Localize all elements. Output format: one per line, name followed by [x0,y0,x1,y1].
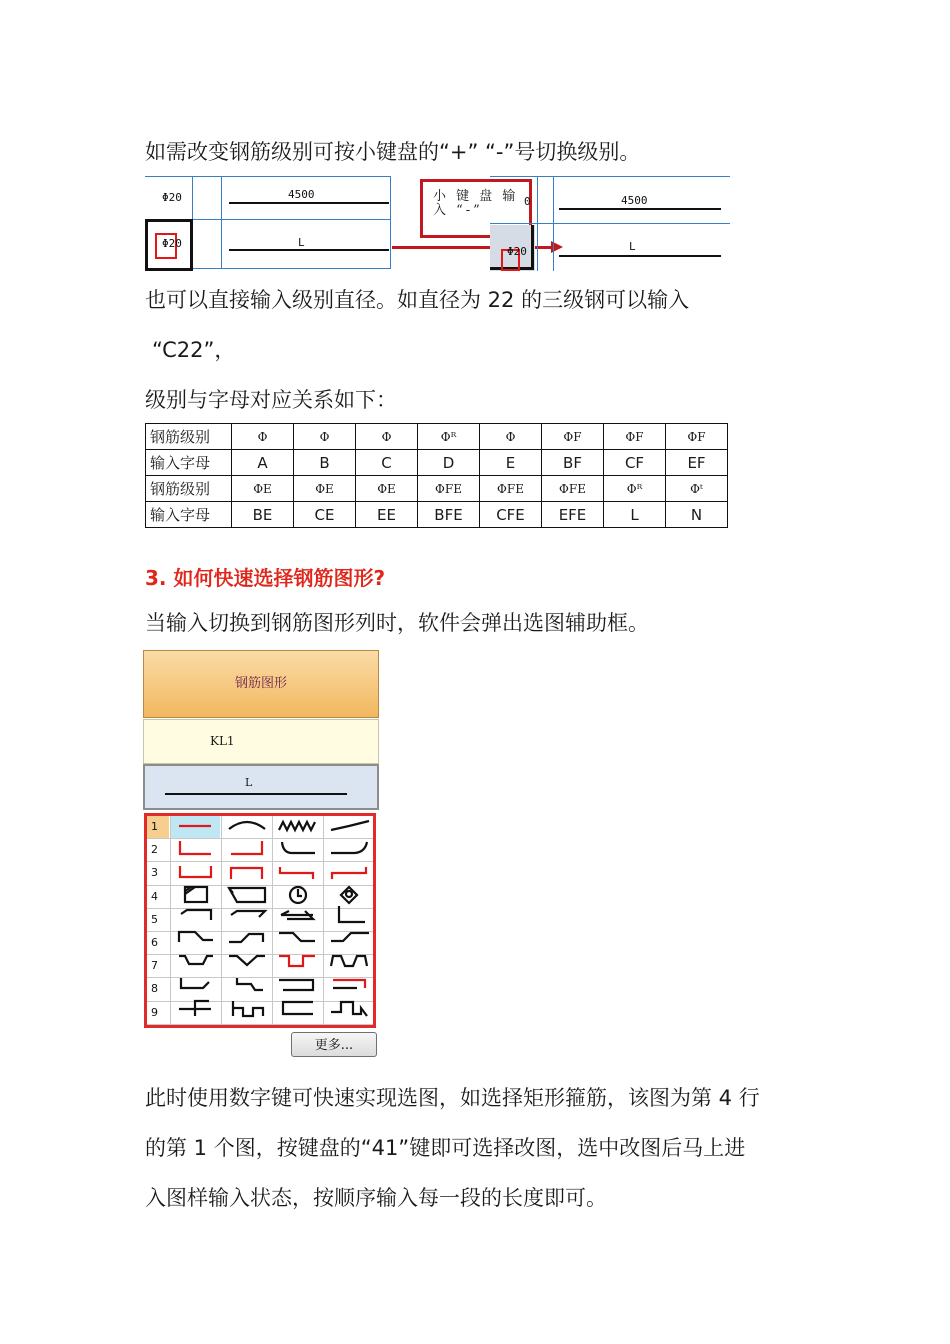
paragraph-direct-input: 也可以直接输入级别直径。如直径为 22 的三级钢可以输入 [145,288,690,312]
right-grade-bottom: Φ20 [507,245,527,258]
grade-letter-cell: EF [666,450,728,476]
shape-l-left-icon [180,841,211,854]
right-length: 4500 [621,194,648,207]
shape-rect-open-icon [283,1002,313,1014]
grade-symbol-cell: ΦFE [480,476,542,502]
grade-letter-cell: BF [542,450,604,476]
right-shape-label: L [629,240,636,253]
grade-symbol-cell: ΦF [542,424,604,450]
shape-n-icon [231,868,262,879]
grade-symbol-cell: Φ [294,424,356,450]
paragraph-shortcut-2: 的第 1 个图，按键盘的“41”键即可选择改图，选中改图后马上进 [145,1136,746,1160]
shape-row-number: 3 [151,866,158,880]
grade-symbol-cell: Φ [480,424,542,450]
grade-letter-cell: BFE [418,502,480,528]
section-heading: 3. 如何快速选择钢筋图形? [145,566,386,590]
right-grade-top: 0 [524,195,531,208]
member-name: KL1 [210,734,235,748]
shape-trapezoid-icon [229,888,265,902]
grade-symbol-cell: Φ [356,424,418,450]
shape-slope-icon [331,821,369,830]
grade-row-header: 钢筋级别 [146,476,232,502]
paragraph-table-intro: 级别与字母对应关系如下： [145,388,397,412]
shape-v-icon [229,956,265,965]
grade-letter-cell: E [480,450,542,476]
shape-bend-down-icon [282,842,315,853]
grade-letter-cell: B [294,450,356,476]
shape-row-number: 5 [151,912,158,926]
shape-t-hook-icon [179,1001,211,1016]
shape-right-angle-icon [339,906,365,922]
grade-symbol-cell: ΦF [666,424,728,450]
grade-letter-cell: L [604,502,666,528]
shape-zigzag-icon [279,822,315,830]
paragraph-picker-intro: 当输入切换到钢筋图形列时，软件会弹出选图辅助框。 [145,611,649,635]
grade-symbol-cell: ΦFE [542,476,604,502]
paragraph-shortcut-3: 入图样输入状态，按顺序输入每一段的长度即可。 [145,1186,607,1210]
grade-symbol-cell: ΦE [356,476,418,502]
shape-bend-up-icon [331,842,367,853]
grade-letter-cell: EFE [542,502,604,528]
grade-letter-cell: N [666,502,728,528]
grade-table-row [146,450,728,476]
grade-symbol-cell: Φᴿ [604,476,666,502]
grade-letter-cell: EE [356,502,418,528]
shape-circle-icon [290,887,306,903]
grade-letter-table [145,423,728,528]
grade-letter-cell: CFE [480,502,542,528]
keypad-callout: 小 键 盘 输 入 “-” [420,179,532,238]
shape-offset-up-icon [331,933,369,941]
shape-u-deep-icon [279,956,315,966]
shape-offset-down-icon [279,933,315,941]
grade-letter-cell: C [356,450,418,476]
more-shapes-button[interactable]: 更多... [291,1032,377,1057]
shape-step-up-icon [229,934,263,942]
grade-switch-figure [145,173,730,273]
shape-row-number: 6 [151,936,158,949]
shape-icons[interactable] [147,816,373,1025]
shape-row-number: 4 [151,889,158,903]
shape-picker-dialog [143,650,379,1062]
shape-red-bracket-icon [333,980,365,988]
shape-row-number: 2 [151,843,158,857]
grade-letter-cell: CE [294,502,356,528]
shape-hook-both-icon [181,910,211,920]
shape-step-down-icon [179,932,213,942]
current-shape-label: L [245,776,253,789]
left-shape-label: L [298,236,305,249]
shape-row-number: 7 [151,959,158,973]
grade-symbol-cell: Φᵗ [666,476,728,502]
shape-double-hook-icon [281,911,313,919]
shape-row-number: 9 [151,1005,158,1019]
shape-m-icon [331,956,367,966]
shape-row-number: 8 [151,982,158,996]
grade-symbol-cell: Φᴿ [418,424,480,450]
grade-table-row [146,502,728,528]
grade-table-row [146,476,728,502]
current-shape-preview [143,764,379,810]
paragraph-example-c22: “C22”， [152,338,236,362]
shape-bracket-icon [279,980,313,990]
shape-rect-stirrup-icon [185,887,207,902]
grade-letter-cell: BE [232,502,294,528]
shape-hook-angled-icon [231,911,265,917]
paragraph-shortcut-1: 此时使用数字键可快速实现选图，如选择矩形箍筋，该图为第 4 行 [145,1086,760,1110]
grade-symbol-cell: ΦE [232,476,294,502]
grade-symbol-cell: Φ [232,424,294,450]
paragraph-grade-switch: 如需改变钢筋级别可按小键盘的“+” “-”号切换级别。 [145,140,641,164]
shape-z-left-icon [280,867,313,879]
shape-row-number: 1 [147,816,169,838]
grade-row-header: 输入字母 [146,502,232,528]
shape-double-z-icon [233,1001,263,1016]
left-grade-top: Φ20 [162,191,182,204]
shape-v-dip-icon [179,956,213,964]
grade-symbol-cell: ΦFE [418,476,480,502]
grade-row-header: 钢筋级别 [146,424,232,450]
grade-row-header: 输入字母 [146,450,232,476]
shape-grid [144,813,376,1028]
left-grade-bottom: Φ20 [162,237,182,250]
grade-table-row [146,424,728,450]
picker-member-row [143,719,379,764]
grade-letter-cell: D [418,450,480,476]
shape-l-right-icon [231,841,262,854]
shape-z-right-icon [332,867,366,879]
left-length: 4500 [288,188,315,201]
grade-symbol-cell: ΦF [604,424,666,450]
shape-arc-icon [229,822,265,829]
shape-s-step-icon [237,978,263,990]
grade-symbol-cell: ΦE [294,476,356,502]
shape-diamond-icon [341,887,357,903]
shape-j-icon [181,978,209,988]
grade-letter-cell: A [232,450,294,476]
grade-letter-cell: CF [604,450,666,476]
shape-u-icon [180,866,211,877]
picker-title: 钢筋图形 [143,650,379,718]
shape-square-wave-icon [331,1002,367,1016]
